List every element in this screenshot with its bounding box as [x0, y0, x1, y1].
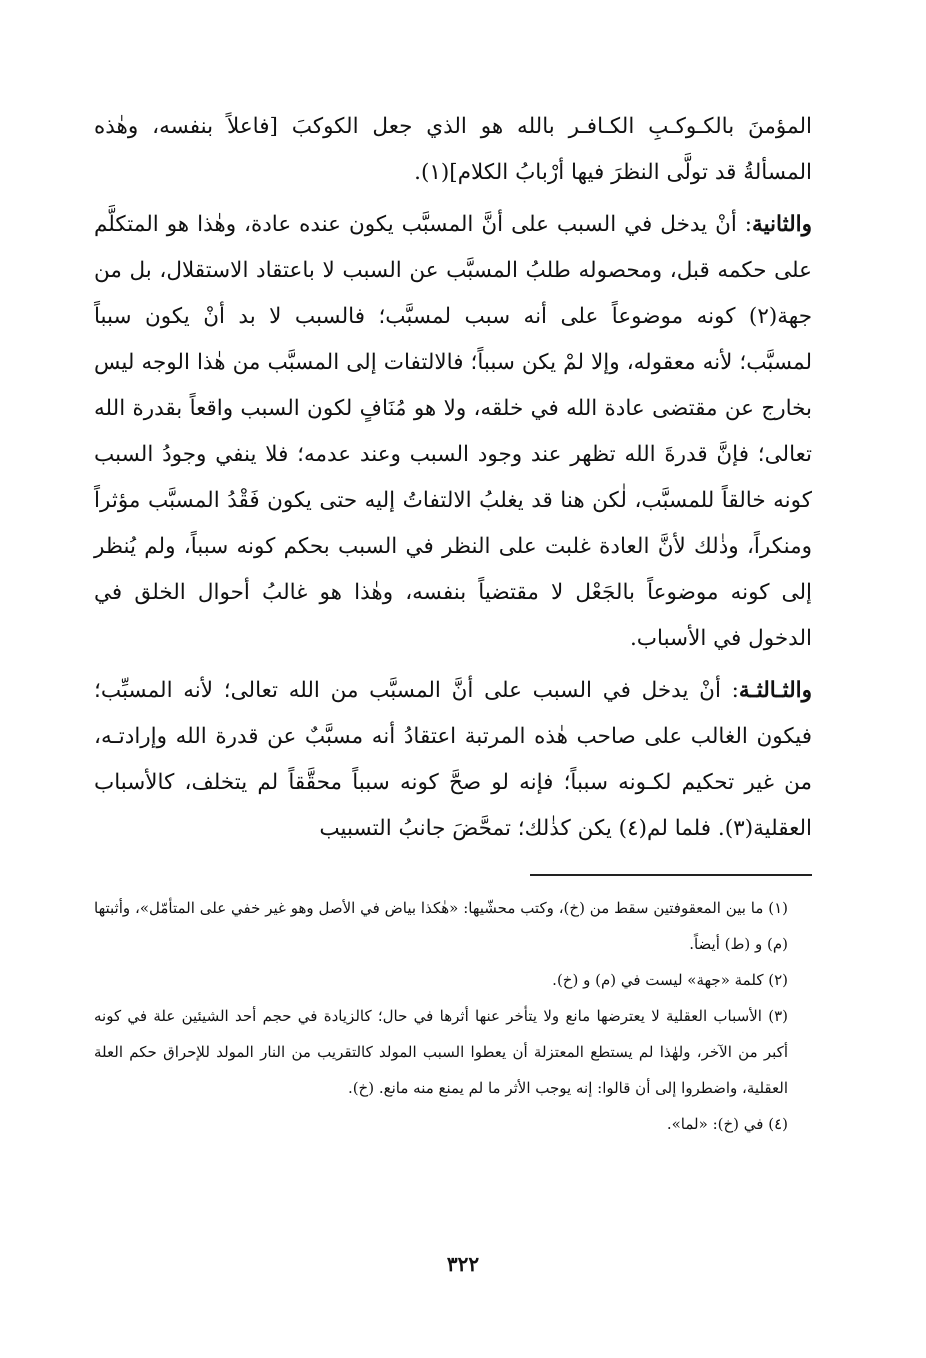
paragraph-lead: والثـالثـة [738, 678, 812, 703]
paragraph-lead: والثانية [752, 212, 812, 237]
footnote-separator [530, 874, 812, 876]
footnote-3: (٣) الأسباب العقلية لا يعترضها مانع ولا يتأخر عنها أثرها في حال؛ كالزيادة في حجم أحد الشيئين علة في كونه أكبر من الآخر، ولهٰذا لم يستطع المعتزلة أن يعطوا السبب المولد كالتقريب من النار المولد للإحراق حكم العلة العقلية، واضطروا إلى أن قالوا: إنه يوجب الأثر ما لم يمنع منه مانع. (خ). [94, 1007, 788, 1097]
page-number: ٣٢٢ [446, 1252, 480, 1276]
footnote-4: (٤) في (خ): «لما». [666, 1115, 788, 1133]
paragraph-1 [94, 104, 812, 196]
footnote-2: (٢) كلمة «جهة» ليست في (م) و (خ). [552, 971, 788, 989]
paragraph-text: : أنْ يدخل في السبب على أنَّ المسبَّب من الله تعالى؛ لأنه المسبِّب؛ فيكون الغالب على صاحب هٰذه المرتبة اعتقادُ أنه مسبَّبٌ عن قدرة الله وإرادتـه، من غير تحكيم لكـونه سبباً؛ فإنه لو صحَّ كونه سبباً محقَّقاً لم يتخلف، كالأسباب العقلية(٣). فلما لم(٤) يكن كذٰلك؛ تمحَّضَ جانبُ التسبيب [94, 678, 812, 841]
paragraph-3 [94, 668, 812, 852]
paragraph-text: المؤمنَ بالكـوكـبِ الكـافـر بالله هو الذي جعل الكوكبَ [فاعلاً بنفسه، وهٰذه المسألةُ قد تولَّى النظرَ فيها أرْبابُ الكلام](١). [94, 114, 812, 185]
paragraph-2 [94, 202, 812, 662]
footnotes [94, 890, 812, 1142]
main-text [94, 104, 812, 852]
footnote-1: (١) ما بين المعقوفتين سقط من (خ)، وكتب محشّيها: «هٰكذا بياض في الأصل وهو غير خفي على المتأمّل»، وأثبتها (م) و (ط) أيضاً. [94, 899, 788, 953]
paragraph-text: : أنْ يدخل في السبب على أنَّ المسبَّب يكون عنده عادة، وهٰذا هو المتكلَّم على حكمه قبل، ومحصوله طلبُ المسبَّب عن السبب لا باعتقاد الاستقلال، بل من جهة(٢) كونه موضوعاً على أنه سبب لمسبَّب؛ فالسبب لا بد أنْ يكون سبباً لمسبَّب؛ لأنه معقوله، وإلا لمْ يكن سبباً؛ فالالتفات إلى المسبَّب من هٰذا الوجه ليس بخارج عن مقتضى عادة الله في خلقه، ولا هو مُنَافٍ لكون السبب واقعاً بقدرة الله تعالى؛ فإنَّ قدرةَ الله تظهر عند وجود السبب وعند عدمه؛ فلا ينفي وجودُ السبب كونه خالقاً للمسبَّب، لٰكن هنا قد يغلبُ الالتفاتُ إليه حتى يكون فَقْدُ المسبَّب مؤثراً ومنكراً، وذٰلك لأنَّ العادة غلبت على النظر في السبب بحكم كونه سبباً، ولم يُنظر إلى كونه موضوعاً بالجَعْل لا مقتضياً بنفسه، وهٰذا هو غالبُ أحوال الخلق في الدخول في الأسباب. [94, 212, 812, 651]
